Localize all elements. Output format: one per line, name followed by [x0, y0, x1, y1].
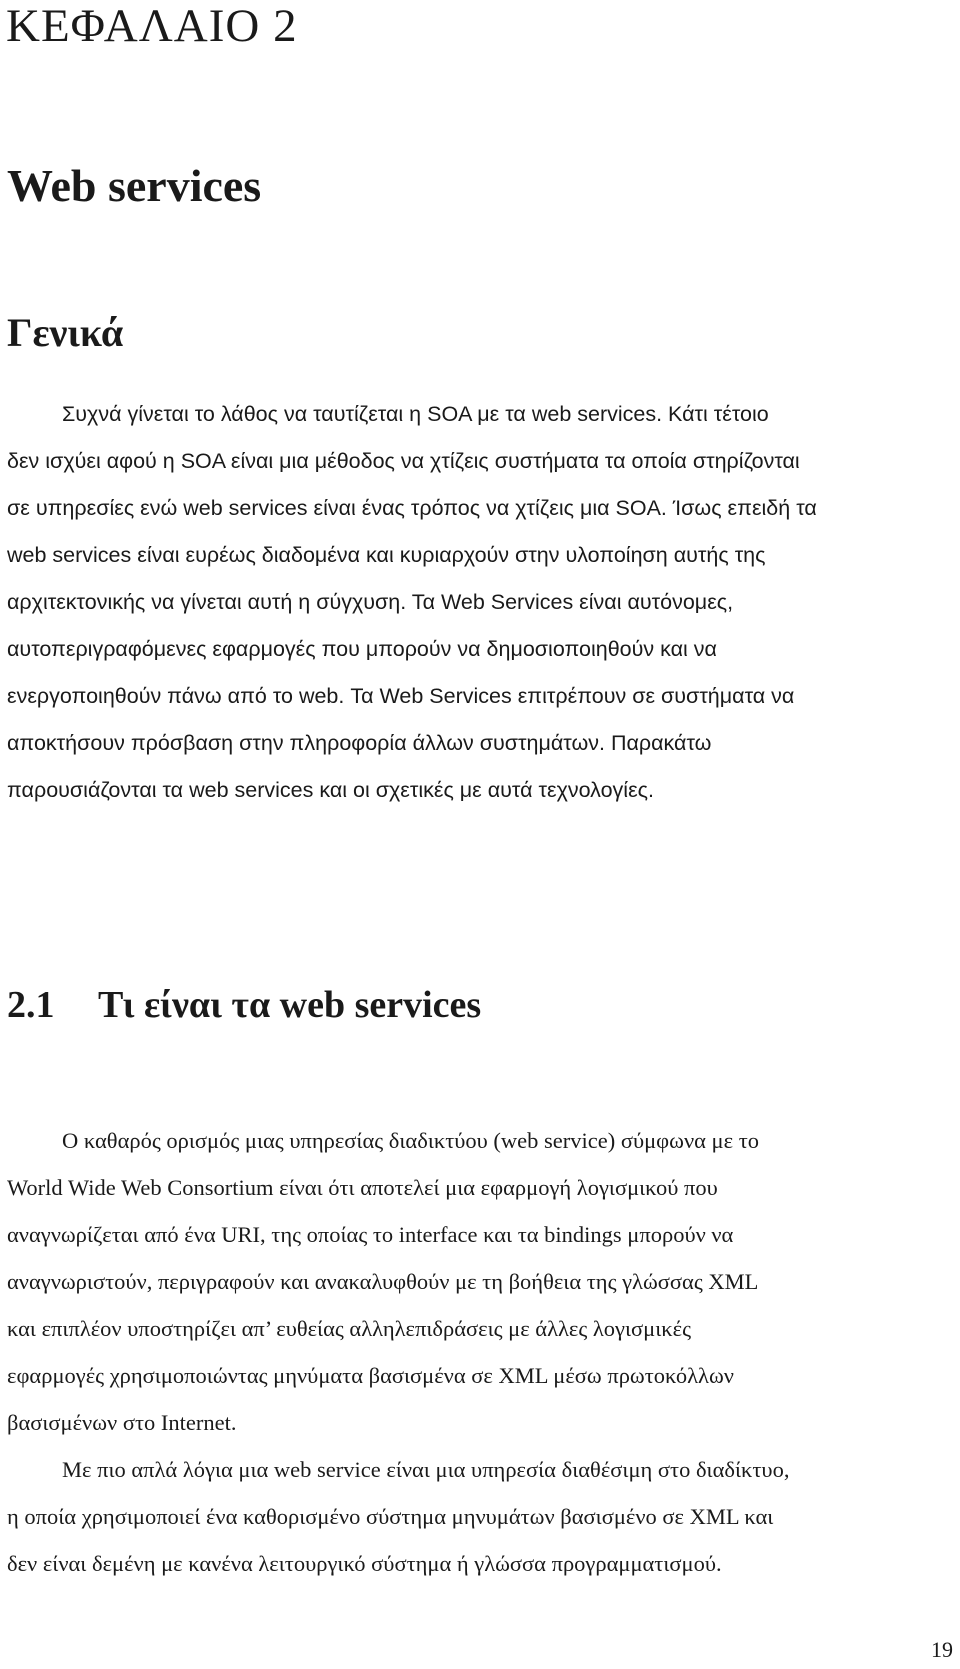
section-title: Web services — [7, 160, 262, 211]
text-line: Με πιο απλά λόγια μια web service είναι μια υπηρεσία διαθέσιμη στο διαδίκτυο, — [62, 1457, 790, 1482]
text-line: Ο καθαρός ορισμός μιας υπηρεσίας διαδικτύου (web service) σύμφωνα με το — [62, 1128, 759, 1153]
text-line: η οποία χρησιμοποιεί ένα καθορισμένο σύστημα μηνυμάτων βασισμένο σε XML και — [7, 1504, 774, 1529]
text-line: web services είναι ευρέως διαδομένα και κυριαρχούν στην υλοποίηση αυτής της — [7, 543, 766, 567]
text-line: δεν ισχύει αφού η SOA είναι μια μέθοδος να χτίζεις συστήματα τα οποία στηρίζονται — [7, 449, 800, 473]
text-line: Συχνά γίνεται το λάθος να ταυτίζεται η SOA με τα web services. Κάτι τέτοιο — [62, 402, 769, 426]
text-line: αναγνωριστούν, περιγραφούν και ανακαλυφθούν με τη βοήθεια της γλώσσας XML — [7, 1269, 759, 1294]
text-line: ενεργοποιηθούν πάνω από το web. Τα Web Services επιτρέπουν σε συστήματα να — [7, 684, 795, 708]
subsection-title: Γενικά — [7, 310, 124, 355]
chapter-label: ΚΕΦΑΛΑΙΟ 2 — [6, 0, 298, 52]
text-line: αρχιτεκτονικής να γίνεται αυτή η σύγχυση. Τα Web Services είναι αυτόνομες, — [7, 590, 734, 614]
text-line: βασισμένων στο Internet. — [7, 1410, 237, 1435]
text-line: αυτοπεριγραφόμενες εφαρμογές που μπορούν να δημοσιοποιηθούν και να — [7, 637, 717, 661]
text-line: παρουσιάζονται τα web services και οι σχετικές με αυτά τεχνολογίες. — [7, 778, 654, 802]
text-line: δεν είναι δεμένη με κανένα λειτουργικό σύστημα ή γλώσσα προγραμματισμού. — [7, 1551, 722, 1576]
text-line: αποκτήσουν πρόσβαση στην πληροφορία άλλων συστημάτων. Παρακάτω — [7, 731, 712, 755]
text-line: σε υπηρεσίες ενώ web services είναι ένας τρόπος να χτίζεις μια SOA. Ίσως επειδή τα — [7, 496, 817, 520]
text-line: και επιπλέον υποστηρίζει απ’ ευθείας αλληλεπιδράσεις με άλλες λογισμικές — [7, 1316, 691, 1341]
text-line: αναγνωρίζεται από ένα URI, της οποίας το interface και τα bindings μπορούν να — [7, 1222, 734, 1247]
page-number: 19 — [931, 1637, 953, 1662]
text-line: World Wide Web Consortium είναι ότι αποτελεί μια εφαρμογή λογισμικού που — [7, 1175, 718, 1200]
section-number: 2.1 — [7, 984, 55, 1026]
section-heading: Τι είναι τα web services — [98, 984, 482, 1026]
text-line: εφαρμογές χρησιμοποιώντας μηνύματα βασισμένα σε XML μέσω πρωτοκόλλων — [7, 1363, 734, 1388]
